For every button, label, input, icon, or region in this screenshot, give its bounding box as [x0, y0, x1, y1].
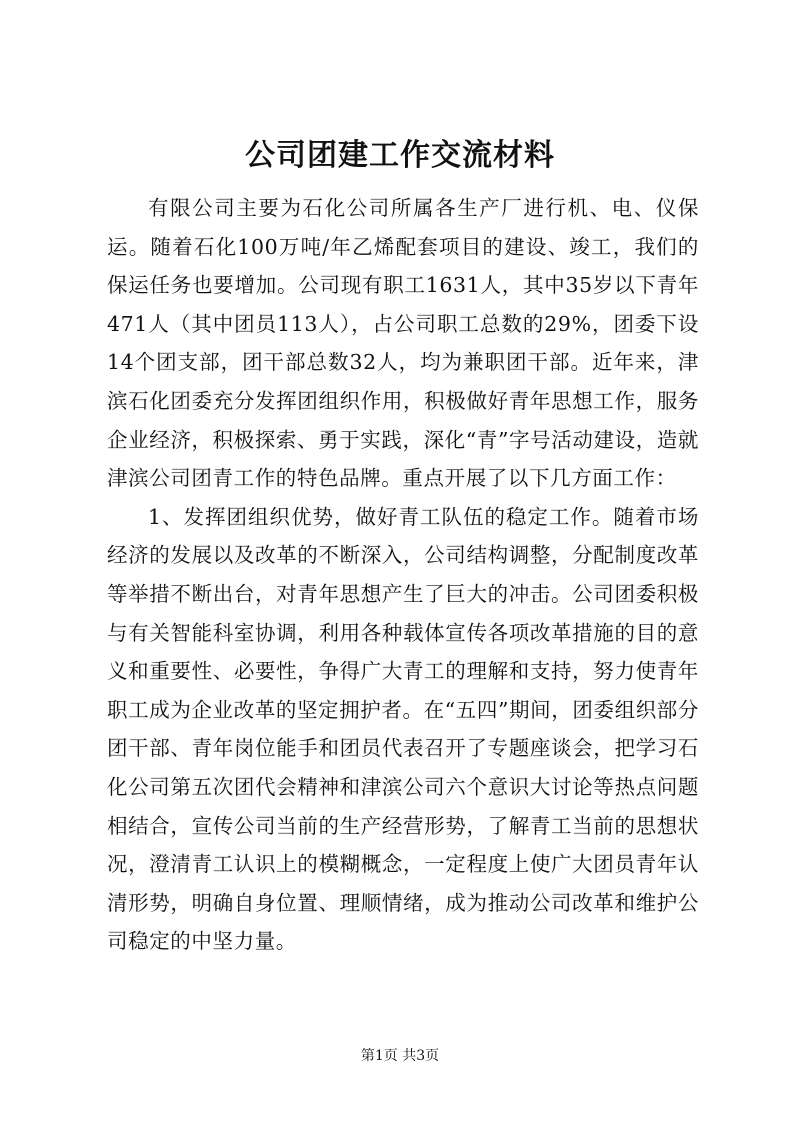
- intro-paragraph: 有限公司主要为石化公司所属各生产厂进行机、电、仪保运。随着石化100万吨/年乙烯配套项目的建设、竣工，我们的保运任务也要增加。公司现有职工1631人，其中35岁以下青年471人（其中团员113人），占公司职工总数的29%，团委下设14个团支部，团干部总数32人，均为兼职团干部。近年来，津滨石化团委充分发挥团组织作用，积极做好青年思想工作，服务企业经济，积极探索、勇于实践，深化“青”字号活动建设，造就津滨公司团青工作的特色品牌。重点开展了以下几方面工作：: [107, 196, 699, 491]
- section-1-paragraph: 1、发挥团组织优势，做好青工队伍的稳定工作。随着市场经济的发展以及改革的不断深入，公司结构调整，分配制度改革等举措不断出台，对青年思想产生了巨大的冲击。公司团委积极与有关智能科室协调，利用各种载体宣传各项改革措施的目的意义和重要性、必要性，争得广大青工的理解和支持，努力使青年职工成为企业改革的坚定拥护者。在“五四”期间，团委组织部分团干部、青年岗位能手和团员代表召开了专题座谈会，把学习石化公司第五次团代会精神和津滨公司六个意识大讨论等热点问题相结合，宣传公司当前的生产经营形势，了解青工当前的思想状况，澄清青工认识上的模糊概念，一定程度上使广大团员青年认清形势，明确自身位置、理顺情绪，成为推动公司改革和维护公司稳定的中坚力量。: [107, 504, 699, 954]
- page-number-footer: 第1页 共3页: [360, 1048, 440, 1064]
- document-body: [107, 189, 699, 961]
- document-title: 公司团建工作交流材料: [245, 138, 555, 173]
